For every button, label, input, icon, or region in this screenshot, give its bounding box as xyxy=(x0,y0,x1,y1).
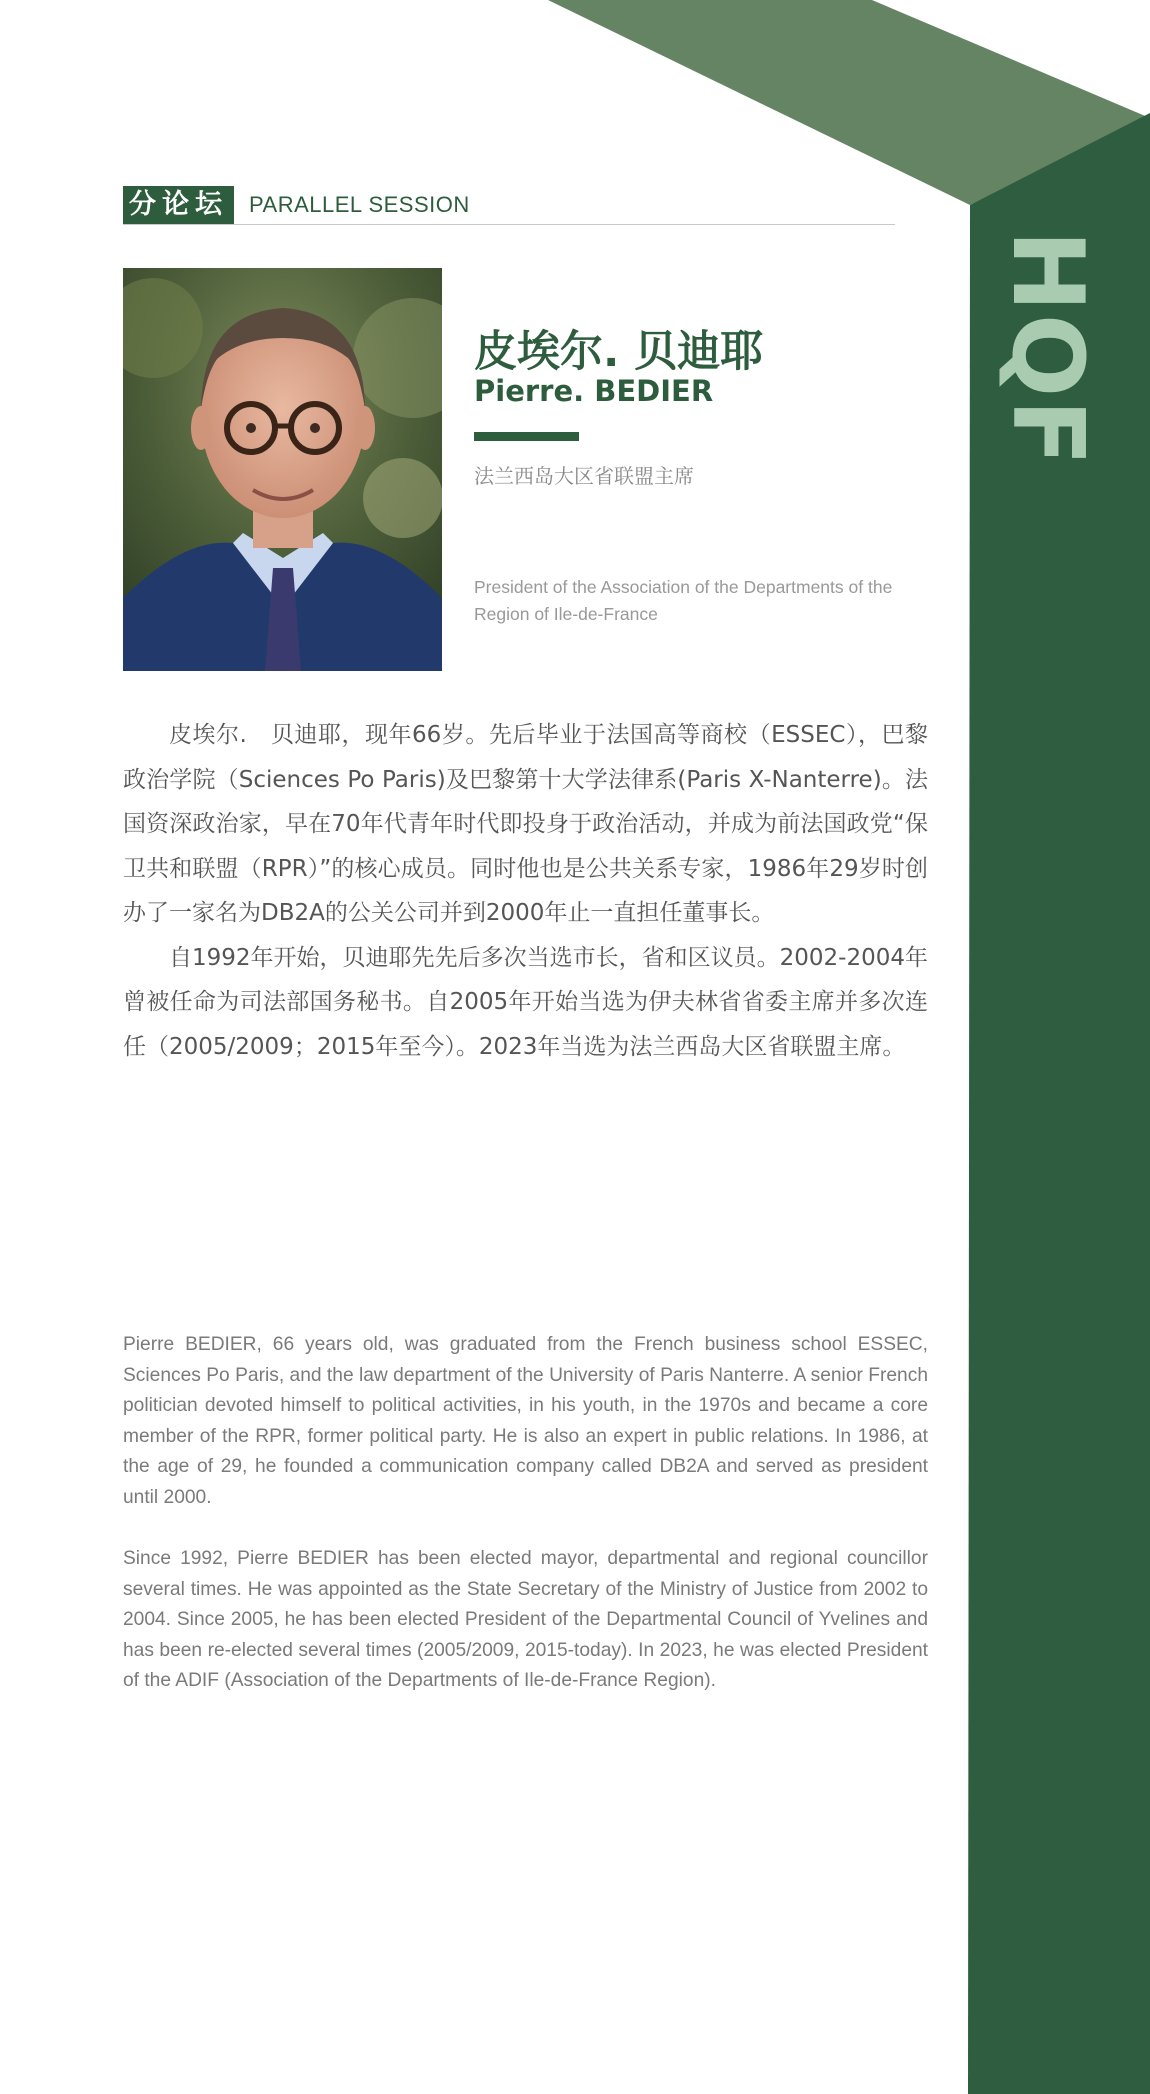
bio-en-paragraph: Since 1992, Pierre BEDIER has been elected mayor, departmental and regional councillor several times. He was appointed as the State Secretary of the Ministry of Justice from 2002 to 2004. Since 2005, he has been elected President of the Departmental Council of Yvelines and has been re-elected several times (2005/2009, 2015-today). In 2023, he was elected President of the ADIF (Association of the Departments of Ile-de-France Region). xyxy=(123,1548,928,1691)
portrait-image xyxy=(123,268,442,671)
hqf-logo-text: HQF xyxy=(990,229,1104,469)
bio-cn-paragraph: 自1992年开始，贝迪耶先先后多次当选市长，省和区议员。2002-2004年曾被任命为司法部国务秘书。自2005年开始当选为伊夫林省省委主席并多次连任（2005/2009；2015年至今）。2023年当选为法兰西岛大区省联盟主席。 xyxy=(123,944,928,1060)
speaker-name-en: Pierre. BEDIER xyxy=(474,374,714,408)
biography-cn xyxy=(123,713,928,1069)
speaker-portrait xyxy=(123,268,442,671)
speaker-title-cn: 法兰西岛大区省联盟主席 xyxy=(474,464,694,488)
biography-en xyxy=(123,1330,928,1728)
name-underline xyxy=(474,432,579,441)
session-label-en: PARALLEL SESSION xyxy=(249,192,470,217)
bio-en-paragraph: Pierre BEDIER, 66 years old, was graduated from the French business school ESSEC, Sciences Po Paris, and the law department of the University of Paris Nanterre. A senior French politician devoted himself to political activities, in his youth, in the 1970s and became a core member of the RPR, former political party. He is also an expert in public relations. In 1986, at the age of 29, he founded a communication company called DB2A and served as president until 2000. xyxy=(123,1334,928,1508)
session-label-cn: 分论坛 xyxy=(123,186,234,224)
bio-cn-paragraph: 皮埃尔. 贝迪耶，现年66岁。先后毕业于法国高等商校（ESSEC），巴黎政治学院（Sciences Po Paris)及巴黎第十大学法律系(Paris X-Nanterre)。法国资深政治家，早在70年代青年时代即投身于政治活动，并成为前法国政党“保卫共和联盟（RPR）”的核心成员。同时他也是公共关系专家，1986年29岁时创办了一家名为DB2A的公关公司并到2000年止一直担任董事长。 xyxy=(123,722,928,926)
speaker-title-en: President of the Association of the Departments of the Region of Ile-de-France xyxy=(474,577,893,624)
speaker-name-cn: 皮埃尔. 贝迪耶 xyxy=(474,327,764,377)
hqf-logo xyxy=(990,229,1104,469)
session-header xyxy=(123,186,895,225)
